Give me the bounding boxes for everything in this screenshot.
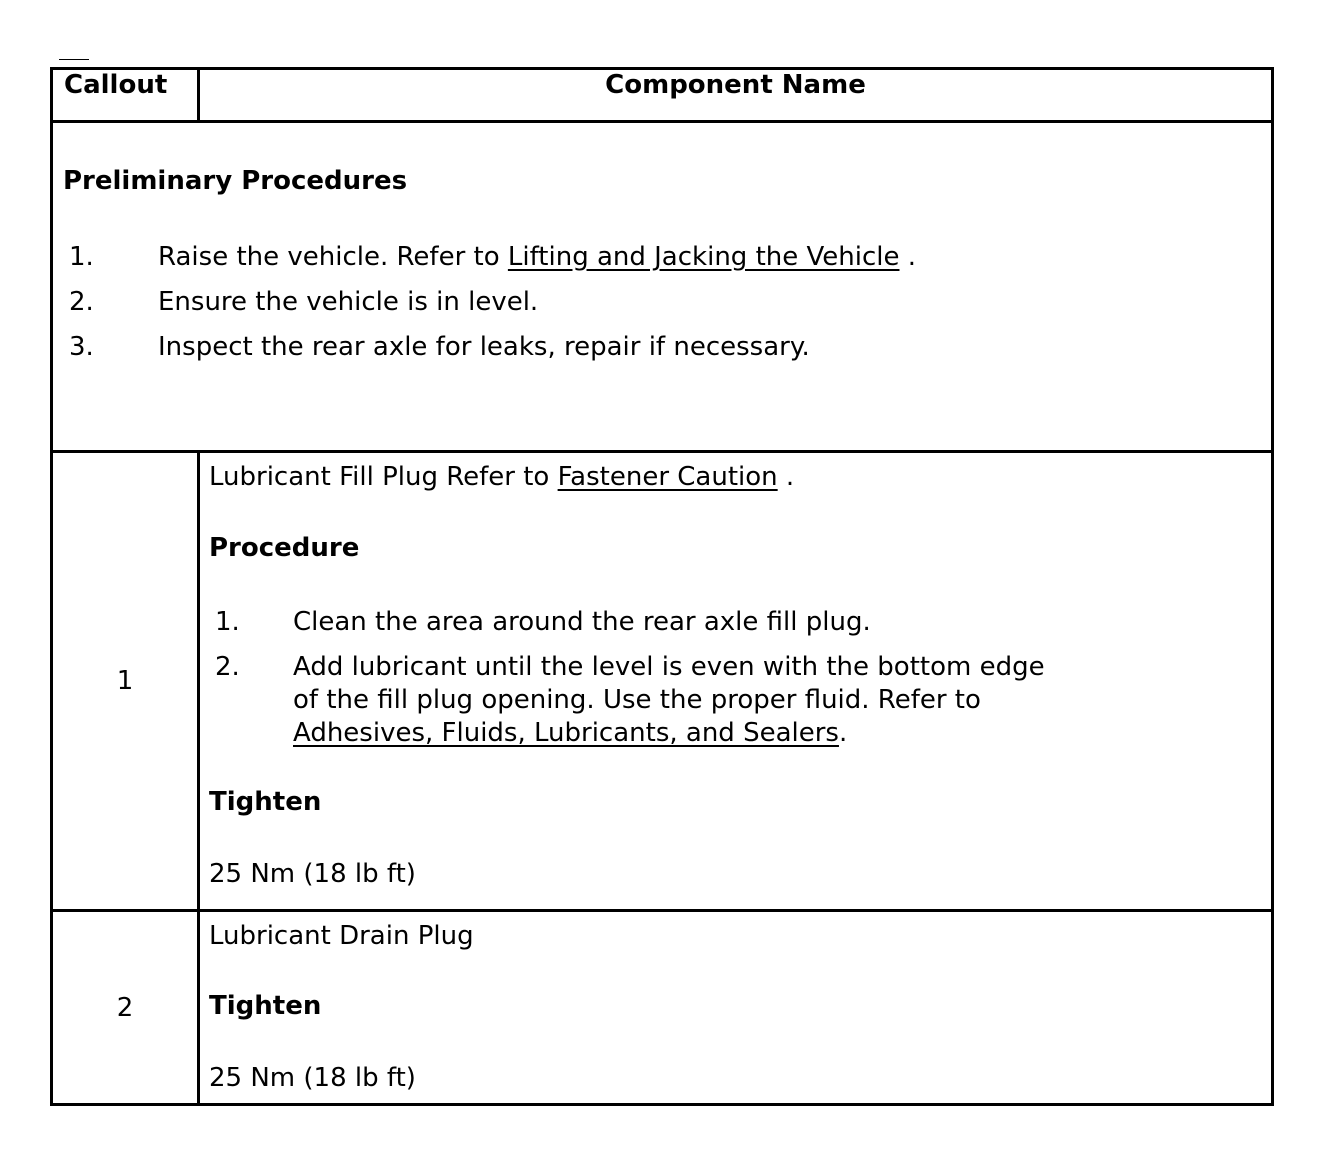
component-name-text: Lubricant Fill Plug Refer to (209, 462, 558, 492)
preliminary-cell (52, 122, 1273, 452)
callout-number: 2 (52, 911, 199, 1105)
lifting-jacking-link[interactable]: Lifting and Jacking the Vehicle (507, 242, 900, 272)
list-item (209, 606, 1069, 639)
top-rule-mark (59, 59, 89, 60)
preliminary-title: Preliminary Procedures (63, 166, 408, 196)
table-row (52, 911, 1273, 1105)
adhesives-fluids-link[interactable]: Adhesives, Fluids, Lubricants, and Sealers (293, 718, 839, 748)
procedure-title: Procedure (209, 533, 360, 563)
step-text: Clean the area around the rear axle fill plug. (293, 607, 871, 637)
torque-value: 25 Nm (18 lb ft) (209, 1063, 416, 1093)
component-name-header: Component Name (199, 69, 1273, 122)
callout-number: 1 (52, 452, 199, 911)
preliminary-row (52, 122, 1273, 452)
step-number: 1. (215, 607, 240, 637)
torque-value: 25 Nm (18 lb ft) (209, 859, 416, 889)
step-text (158, 241, 1271, 274)
procedure-steps (209, 606, 1069, 750)
step-number: 2. (215, 652, 240, 682)
step-text-after: . (838, 718, 848, 748)
component-cell (199, 452, 1273, 911)
step-number: 2. (69, 287, 94, 317)
step-text: Ensure the vehicle is in level. (158, 287, 539, 317)
list-item (63, 286, 1271, 319)
list-item (209, 651, 1069, 750)
component-name (209, 461, 1271, 493)
list-item (63, 331, 1271, 364)
list-item (63, 241, 1271, 274)
component-name: Lubricant Drain Plug (209, 921, 474, 951)
component-name-after: . (777, 462, 795, 492)
step-text-before: Add lubricant until the level is even with the bottom edge of the fill plug opening. Use the proper fluid. Refer to (293, 652, 1045, 715)
step-text: Inspect the rear axle for leaks, repair if necessary. (158, 332, 810, 362)
preliminary-steps (63, 241, 1271, 364)
table-header-row (52, 69, 1273, 122)
fastener-caution-link[interactable]: Fastener Caution (557, 462, 778, 492)
table-row (52, 452, 1273, 911)
callout-header: Callout (52, 69, 199, 122)
tighten-label: Tighten (209, 787, 322, 817)
step-text-before: Raise the vehicle. Refer to (158, 242, 508, 272)
step-number: 3. (69, 332, 94, 362)
step-number: 1. (69, 242, 94, 272)
tighten-label: Tighten (209, 991, 322, 1021)
component-table (50, 67, 1274, 1106)
step-text (293, 651, 1069, 750)
component-cell (199, 911, 1273, 1105)
step-text-after: . (899, 242, 917, 272)
